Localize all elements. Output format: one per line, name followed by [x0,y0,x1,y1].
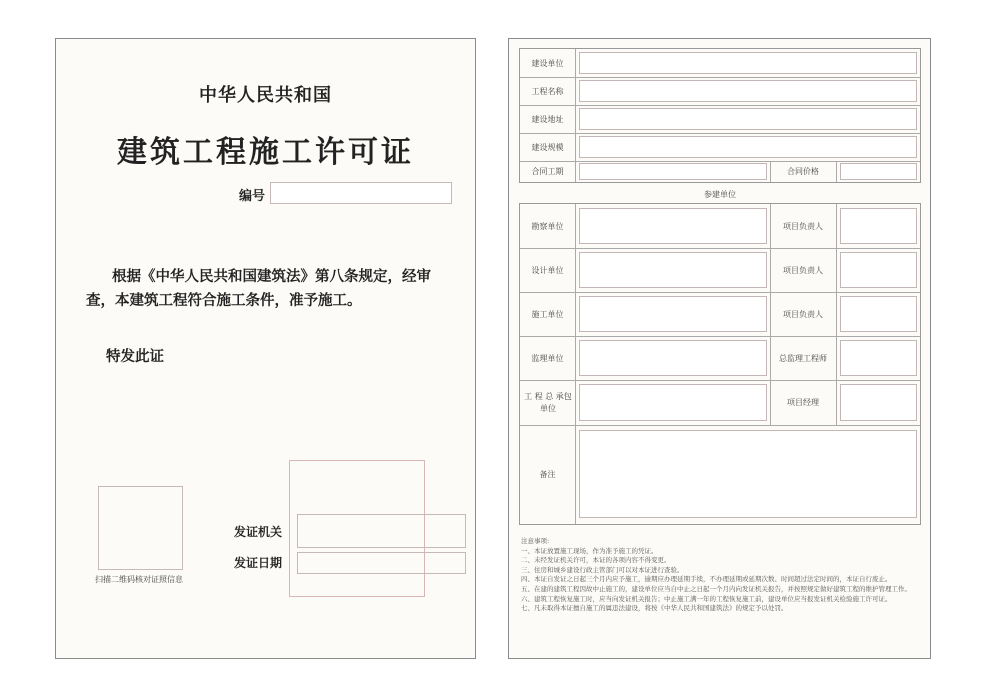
participants-table [519,203,921,525]
construction-scale-field[interactable] [579,136,917,158]
number-label: 编号 [239,189,266,204]
contract-period-field[interactable] [579,163,767,180]
construction-unit-field[interactable] [579,52,917,74]
qr-caption: 扫描二维码核对证照信息 [95,575,183,584]
note-item: 三、住房和城乡建设行政主管部门可以对本证进行查验。 [521,565,684,574]
contractor-lead-field[interactable] [840,296,917,332]
chief-supervisor-label: 总监理工程师 [779,353,827,363]
supervision-unit-label: 监理单位 [531,353,564,363]
chief-supervisor-field[interactable] [840,340,917,376]
construction-unit-label: 建设单位 [531,58,564,68]
design-lead-field[interactable] [840,252,917,288]
project-manager-field[interactable] [840,384,917,421]
survey-lead-field[interactable] [840,208,917,244]
note-item: 四、本证自发证之日起三个月内应予施工，逾期应办理延期手续，不办理延期或延期次数、时间超过法定时间的，本证自行废止。 [521,575,892,584]
notes-section [521,537,921,614]
number-field[interactable] [270,182,452,204]
supervision-unit-field[interactable] [579,340,767,376]
contractor-unit-field[interactable] [579,296,767,332]
construction-scale-label: 建设规模 [531,142,564,152]
note-item: 六、建筑工程恢复施工时，应当向发证机关报告；中止施工满一年的工程恢复施工前，建设单位应当报发证机关检验施工许可证。 [521,594,892,603]
design-lead-label: 项目负责人 [783,265,823,275]
construction-address-label: 建设地址 [531,114,564,124]
general-contractor-field[interactable] [579,384,767,421]
construction-address-field[interactable] [579,108,917,130]
contract-price-field[interactable] [840,163,917,180]
issuer-field[interactable] [297,514,466,548]
survey-lead-label: 项目负责人 [783,221,823,231]
notes-title: 注意事项: [521,537,550,545]
issue-date-field[interactable] [297,552,466,574]
approval-statement: 根据《中华人民共和国建筑法》第八条规定，经审查，本建筑工程符合施工条件，准予施工。 [86,268,431,309]
contract-period-label: 合同工期 [531,167,564,176]
issue-date-label: 发证日期 [234,556,283,570]
note-item: 一、本证放置施工现场，作为准予施工的凭证。 [521,546,658,555]
special-issue-text: 特发此证 [106,348,164,365]
project-manager-label: 项目经理 [787,398,819,407]
contract-price-label: 合同价格 [787,167,819,176]
contractor-lead-label: 项目负责人 [783,309,823,319]
note-item: 五、在建的建筑工程因故中止施工的，建设单位应当自中止之日起一个月内向发证机关报告，并按照规定做好建筑工程的维护管理工作。 [521,584,911,593]
project-name-field[interactable] [579,80,917,102]
survey-unit-label: 勘察单位 [531,221,564,231]
design-unit-field[interactable] [579,252,767,288]
design-unit-label: 设计单位 [531,265,564,275]
note-item: 二、未经发证机关许可，本证的各项内容不得变更。 [521,556,671,565]
general-contractor-label: 工 程 总 承包单位 [524,391,572,413]
project-info-table [519,48,921,183]
permit-detail-page [508,38,931,659]
permit-cover-page [55,38,476,659]
remarks-field[interactable] [579,430,917,518]
contractor-unit-label: 施工单位 [531,309,564,319]
certificate-title: 建筑工程施工许可证 [117,135,414,170]
issuer-label: 发证机关 [234,525,283,539]
project-name-label: 工程名称 [531,86,564,96]
country-name: 中华人民共和国 [199,85,332,106]
survey-unit-field[interactable] [579,208,767,244]
qr-code-placeholder [98,486,183,570]
remarks-label: 备注 [539,470,556,479]
note-item: 七、凡未取得本证擅自施工的属违法建设，将按《中华人民共和国建筑法》的规定予以处罚。 [521,604,788,613]
participants-header: 参建单位 [704,189,736,199]
